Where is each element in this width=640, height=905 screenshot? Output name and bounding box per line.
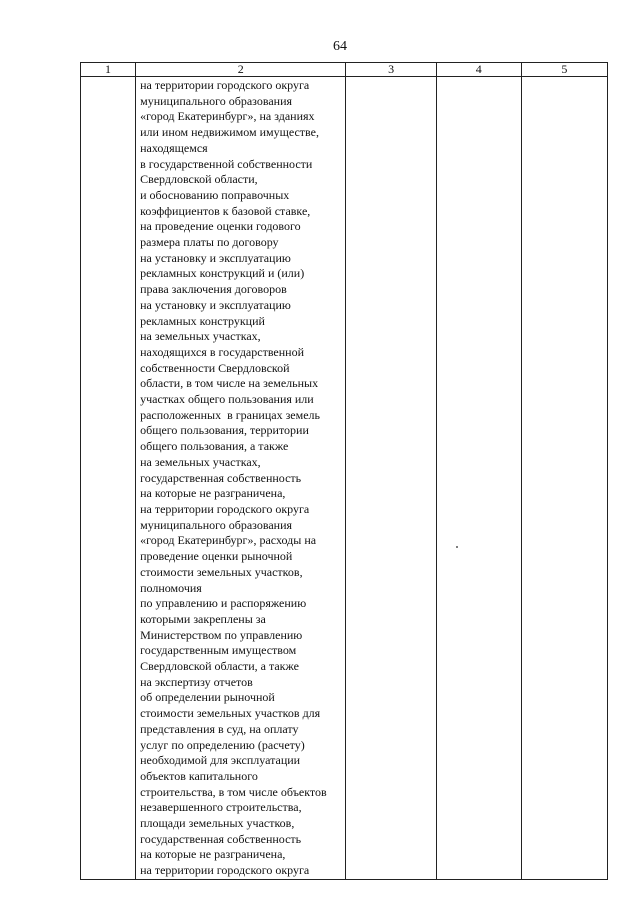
scan-speck xyxy=(456,546,458,548)
column-header-1: 1 xyxy=(81,63,136,77)
text-line: области, в том числе на земельных xyxy=(140,376,319,391)
text-line: находящемся xyxy=(140,140,208,155)
text-line: на проведение оценки годового xyxy=(140,219,301,234)
column-header-3: 3 xyxy=(346,63,436,77)
text-line: «город Екатеринбург», на зданиях xyxy=(140,109,315,124)
text-line: по управлению и распоряжению xyxy=(140,596,307,611)
cell-col-2 xyxy=(136,77,346,880)
text-line: незавершенного строительства, xyxy=(140,800,302,815)
cell-col-2-text xyxy=(136,77,345,879)
table-header-row xyxy=(81,63,608,77)
text-line: строительства, в том числе объектов xyxy=(140,784,327,799)
text-line: рекламных конструкций и (или) xyxy=(140,266,305,281)
text-line: общего пользования, а также xyxy=(140,439,289,454)
text-line: Свердловской области, а также xyxy=(140,659,299,674)
text-line: Свердловской области, xyxy=(140,172,258,187)
text-line: на территории городского округа xyxy=(140,501,310,516)
cell-col-5 xyxy=(521,77,607,880)
text-line: на экспертизу отчетов xyxy=(140,674,253,689)
text-line: находящихся в государственной xyxy=(140,344,305,359)
text-line: государственная собственность xyxy=(140,470,302,485)
text-line: на земельных участках, xyxy=(140,329,261,344)
text-line: размера платы по договору xyxy=(140,235,279,250)
text-line: проведение оценки рыночной xyxy=(140,549,293,564)
text-line: об определении рыночной xyxy=(140,690,275,705)
text-line: «город Екатеринбург», расходы на xyxy=(140,533,317,548)
text-line: объектов капитального xyxy=(140,768,258,783)
cell-col-4 xyxy=(436,77,521,880)
text-line: услуг по определению (расчету) xyxy=(140,737,305,752)
text-line: на установку и эксплуатацию xyxy=(140,297,291,312)
text-line: площади земельных участков, xyxy=(140,816,295,831)
text-line: муниципального образования xyxy=(140,517,293,532)
column-header-4: 4 xyxy=(436,63,521,77)
text-line: и обоснованию поправочных xyxy=(140,187,290,202)
text-line: необходимой для эксплуатации xyxy=(140,753,301,768)
page-number: 64 xyxy=(333,39,347,54)
text-line: на которые не разграничена, xyxy=(140,486,286,501)
text-line: или ином недвижимом имуществе, xyxy=(140,125,319,140)
text-line: муниципального образования xyxy=(140,93,293,108)
text-line: коэффициентов к базовой ставке, xyxy=(140,203,311,218)
text-line: на территории городского округа xyxy=(140,863,310,878)
text-line: Министерством по управлению xyxy=(140,627,303,642)
table-row xyxy=(81,77,608,880)
text-line: на земельных участках, xyxy=(140,454,261,469)
text-line: государственным имуществом xyxy=(140,643,297,658)
text-line: государственная собственность xyxy=(140,831,302,846)
text-line: в государственной собственности xyxy=(140,156,313,171)
text-line: полномочия xyxy=(140,580,202,595)
column-header-5: 5 xyxy=(521,63,607,77)
text-line: на установку и эксплуатацию xyxy=(140,250,291,265)
column-header-2: 2 xyxy=(136,63,346,77)
text-line: на которые не разграничена, xyxy=(140,847,286,862)
cell-col-1 xyxy=(81,77,136,880)
text-line: стоимости земельных участков для xyxy=(140,706,321,721)
text-line: права заключения договоров xyxy=(140,282,287,297)
document-table xyxy=(80,62,608,880)
text-line: расположенных в границах земель xyxy=(140,407,321,422)
text-line: стоимости земельных участков, xyxy=(140,564,303,579)
cell-col-3 xyxy=(346,77,436,880)
text-line: общего пользования, территории xyxy=(140,423,309,438)
text-line: которыми закреплены за xyxy=(140,611,266,626)
text-line: на территории городского округа xyxy=(140,78,310,92)
text-line: участках общего пользования или xyxy=(140,392,314,407)
text-line: представления в суд, на оплату xyxy=(140,721,299,736)
text-line: собственности Свердловской xyxy=(140,360,290,375)
text-line: рекламных конструкций xyxy=(140,313,265,328)
